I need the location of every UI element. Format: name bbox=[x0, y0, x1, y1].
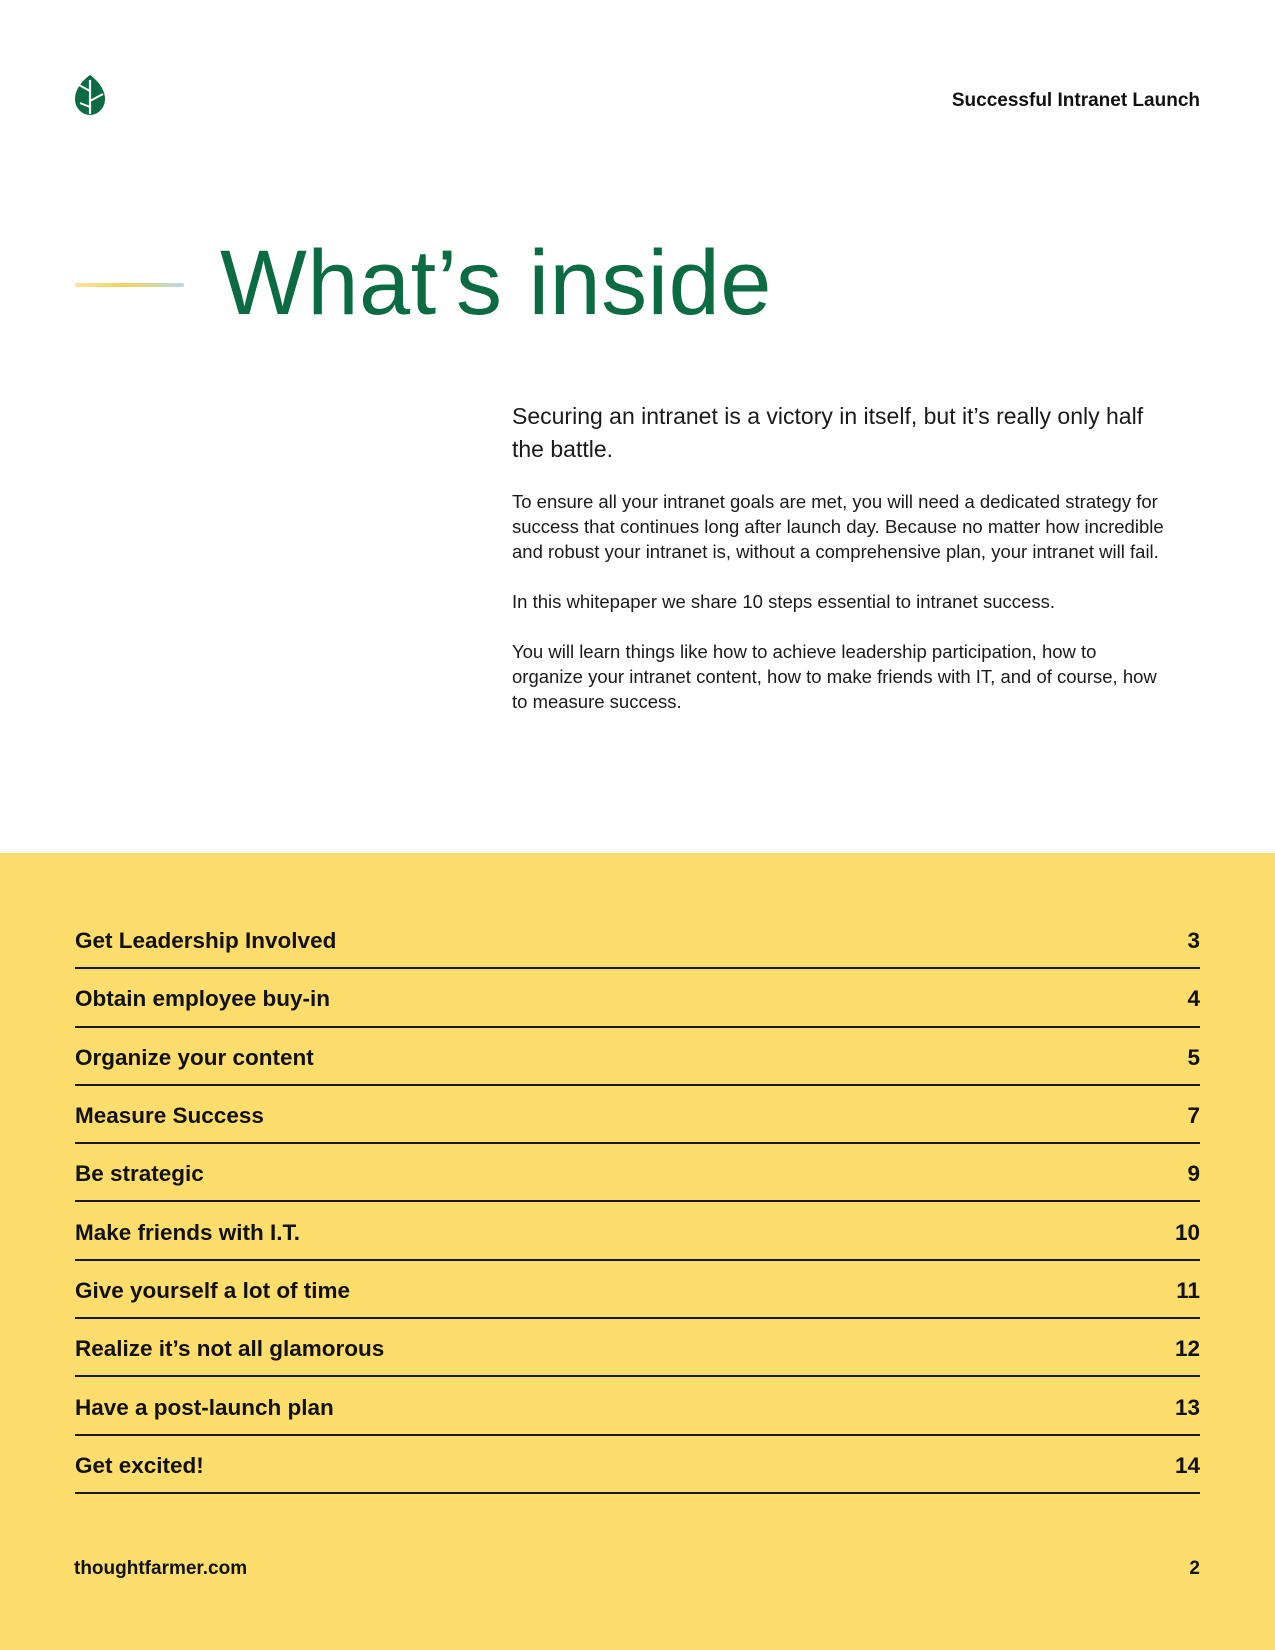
toc-item[interactable] bbox=[75, 1319, 1200, 1377]
toc-item-page: 3 bbox=[1187, 928, 1200, 954]
toc-item-page: 13 bbox=[1174, 1394, 1200, 1420]
table-of-contents-section bbox=[0, 853, 1275, 1650]
toc-item[interactable] bbox=[75, 1436, 1200, 1494]
toc-item[interactable] bbox=[75, 1261, 1200, 1319]
toc-item-label: Make friends with I.T. bbox=[75, 1219, 301, 1245]
intro-paragraph: To ensure all your intranet goals are met, you will need a dedicated strategy for success that continues long after launch day. Because no matter how incredible and robust your intranet is, without a comprehensive plan, your intranet will fail. bbox=[512, 491, 1164, 562]
toc-item-label: Obtain employee buy-in bbox=[75, 986, 331, 1012]
toc-item[interactable] bbox=[75, 1144, 1200, 1202]
intro-paragraph: In this whitepaper we share 10 steps essential to intranet success. bbox=[512, 591, 1055, 612]
footer-page-number: 2 bbox=[1189, 1558, 1200, 1579]
table-of-contents bbox=[75, 911, 1200, 1494]
intro-lead: Securing an intranet is a victory in itself, but it’s really only half the battle. bbox=[512, 403, 1144, 462]
toc-item-label: Organize your content bbox=[75, 1044, 314, 1070]
toc-item-label: Realize it’s not all glamorous bbox=[75, 1336, 385, 1362]
title-accent-line bbox=[75, 283, 184, 287]
toc-item-page: 11 bbox=[1176, 1277, 1200, 1303]
toc-item-page: 4 bbox=[1187, 986, 1200, 1012]
toc-item-label: Measure Success bbox=[75, 1103, 264, 1129]
toc-item[interactable] bbox=[75, 1028, 1200, 1086]
toc-item[interactable] bbox=[75, 1202, 1200, 1260]
toc-item-label: Be strategic bbox=[75, 1161, 204, 1187]
toc-item[interactable] bbox=[75, 969, 1200, 1027]
toc-item-page: 7 bbox=[1187, 1103, 1200, 1129]
intro-section bbox=[512, 400, 1172, 739]
toc-item-page: 10 bbox=[1174, 1219, 1200, 1245]
toc-item-page: 9 bbox=[1187, 1161, 1200, 1187]
document-header-title: Successful Intranet Launch bbox=[951, 90, 1200, 111]
toc-item[interactable] bbox=[75, 1086, 1200, 1144]
toc-item-page: 12 bbox=[1174, 1336, 1200, 1362]
page-title: What’s inside bbox=[220, 232, 772, 334]
toc-item[interactable] bbox=[75, 911, 1200, 969]
toc-item[interactable] bbox=[75, 1377, 1200, 1435]
toc-item-label: Give yourself a lot of time bbox=[75, 1277, 351, 1303]
toc-item-page: 5 bbox=[1187, 1044, 1200, 1070]
footer-website-link[interactable]: thoughtfarmer.com bbox=[74, 1558, 248, 1579]
intro-paragraph: You will learn things like how to achieve leadership participation, how to organize your intranet content, how to make friends with IT, and of course, how to measure success. bbox=[512, 641, 1157, 712]
toc-item-page: 14 bbox=[1174, 1452, 1200, 1478]
leaf-icon bbox=[74, 74, 106, 116]
toc-item-label: Get Leadership Involved bbox=[75, 928, 337, 954]
toc-item-label: Get excited! bbox=[75, 1452, 204, 1478]
toc-item-label: Have a post-launch plan bbox=[75, 1394, 334, 1420]
